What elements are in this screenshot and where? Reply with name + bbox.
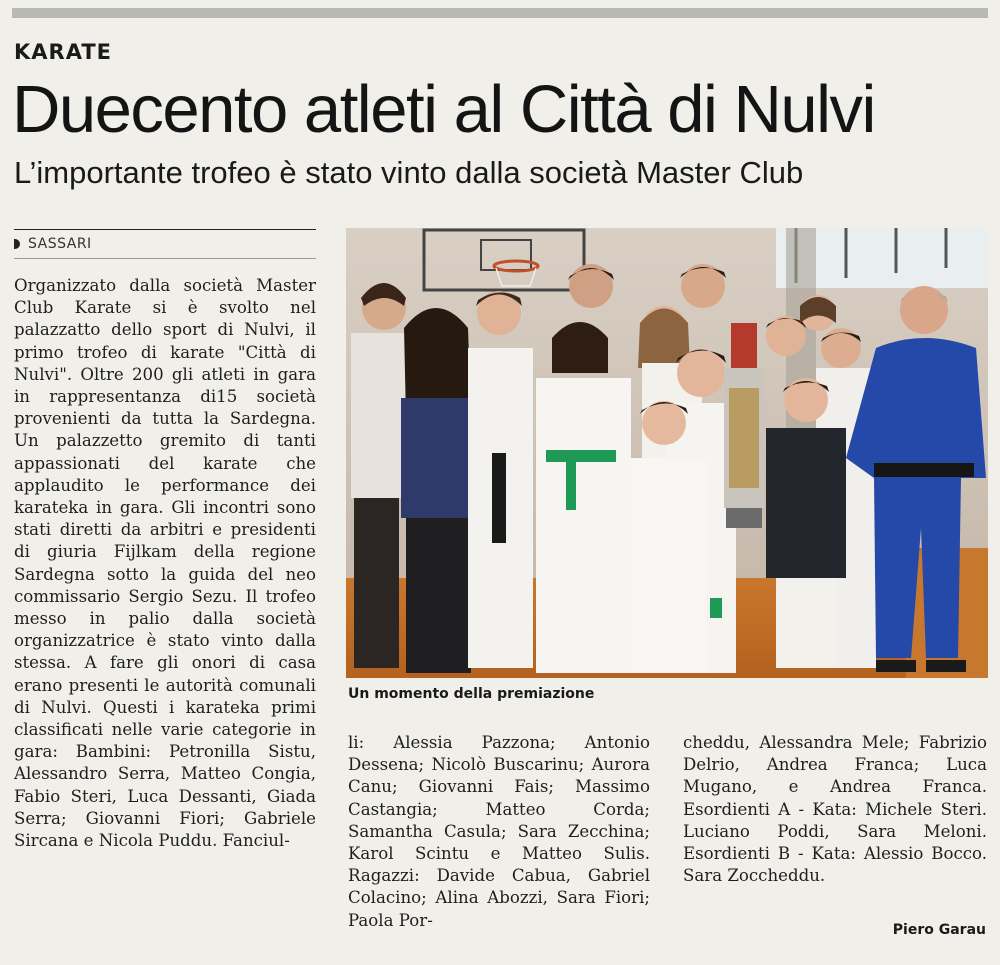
article-column-3: cheddu, Alessandra Mele; Fabrizio Delrio, Andrea Franca; Luca Mugano, e Andrea Franca. Esordienti A - Kata: Michele Steri. Luciano Poddi, Sara Meloni. Esordienti B - Kata: Alessio Bocco. Sara Zoccheddu. (683, 733, 987, 886)
photo-caption: Un momento della premiazione (348, 686, 595, 702)
dateline-marker-icon (14, 239, 20, 249)
headline: Duecento atleti al Città di Nulvi (12, 72, 875, 147)
subheadline: L’importante trofeo è stato vinto dalla società Master Club (14, 155, 804, 190)
article-column-1: Organizzato dalla società Master Club Karate si è svolto nel palazzatto dello sport di Nulvi, il primo trofeo di karate "Città di Nulvi". Oltre 200 gli atleti in gara in rappresentanza di15 società provenienti da tutta la Sardegna. Un palazzetto gremito di tanti appassionati del karate che applaudito le performance dei karateka in gara. Gli incontri sono stati diretti da arbitri e presidenti di giuria Fijlkam della regione Sardegna sotto la guida del neo commissario Sergio Sezu. Il trofeo messo in palio dalla società organizzatrice è stato vinto dalla stessa. A fare gli onori di casa erano presenti le autorità comunali di Nulvi. Questi i karateka primi classificati nelle varie categorie in gara: Bambini: Petronilla Sistu, Alessandro Serra, Matteo Congia, Fabio Steri, Luca Dessanti, Giada Serra; Giovanni Fiori; Gabriele Sircana e Nicola Puddu. Fanciul- (14, 276, 316, 851)
byline: Piero Garau (892, 922, 986, 938)
dateline-text: SASSARI (28, 236, 92, 252)
section-label: KARATE (14, 40, 112, 64)
top-rule (12, 8, 988, 18)
dateline (14, 236, 92, 252)
article-photo (346, 228, 988, 678)
article-column-2: li: Alessia Pazzona; Antonio Dessena; Nicolò Buscarinu; Aurora Canu; Giovanni Fais; Massimo Castangia; Matteo Corda; Samantha Casula; Sara Zecchina; Karol Scintu e Matteo Sulis. Ragazzi: Davide Cabua, Gabriel Colacino; Alina Abozzi, Sara Fiori; Paola Por- (348, 733, 650, 930)
dateline-rule (14, 229, 316, 230)
dateline-rule-bottom (14, 258, 316, 259)
karate-team-photo-image (346, 228, 988, 678)
